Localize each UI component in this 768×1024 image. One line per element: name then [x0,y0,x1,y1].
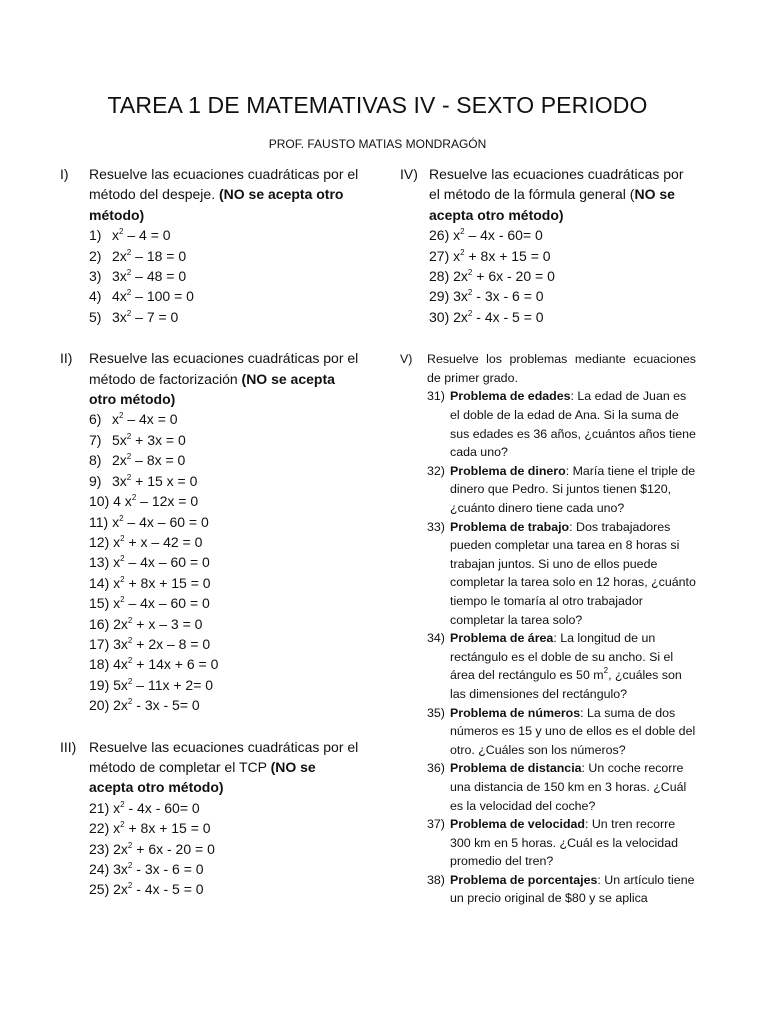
section-number: II) [60,350,73,367]
section-instructions: Resuelve las ecuaciones cuadráticas por el método de completar el TCP (NO se acepta otro método) [89,738,359,796]
equation-item: 3) $3x^2 - 48 = 0$ [89,268,187,285]
equation-item: 10) 4 $x^2 - 12x = 0$ [89,493,199,510]
problem-item: 33) Problema de trabajo: Dos trabajadores pueden completar una tarea en 8 horas si trabajan juntos. Si uno de ellos puede completar la tarea solo en 12 horas, ¿cuánto tiempo le tomaría al otro trabajador completar la tarea solo? [427,519,696,627]
section-number: III) [60,738,77,755]
problem-name: Problema de trabajo [450,519,570,534]
equation-item: 6) $x^2 - 4x = 0$ [89,411,178,428]
equation-item: 28) $2x^2 + 6x - 20 = 0$ [429,268,555,285]
equation-item: 18) $4x^2 + 14x + 6 = 0$ [89,656,219,673]
equation-item: 21) $x^2 - 4x - 60= 0$ [89,799,200,816]
equation-list [89,409,360,715]
problem-item: 38) Problema de porcentajes: Un artículo tiene un precio original de $80 y se aplica [427,872,695,906]
left-column [60,164,360,900]
problem-name: Problema de números [450,705,581,720]
problem-list [427,387,696,908]
equation-list [89,225,360,327]
equation-item: 24) $3x^2 - 3x - 6 = 0$ [89,861,204,877]
equation-item: 9) $3x^2 + 15$ x = 0 [89,472,198,489]
equation-item: 15) $x^2 - 4x - 60 = 0$ [89,595,210,612]
equation-item: 14) $x^2 + 8x + 15 = 0$ [89,574,211,591]
section-note: (NO se acepta otro método) [89,758,316,796]
equation-item: 5) $3x^2 - 7 = 0$ [89,308,179,325]
equation-item: 23) $2x^2 + 6x - 20 = 0$ [89,840,215,857]
section-note: NO se acepta otro método) [429,186,675,223]
equation-list [429,225,696,327]
equation-list [89,798,360,900]
section-number: I) [60,166,69,182]
section-instructions: Resuelve las ecuaciones cuadráticas por el método de la fórmula general (NO se acepta otro método) [429,166,684,223]
problem-name: Problema de edades [450,389,571,404]
problem-name: Problema de distancia [450,761,582,776]
author-line: PROF. FAUSTO MATIAS MONDRAGÓN [268,137,487,151]
problem-item: 37) Problema de velocidad: Un tren recorre 300 km en 5 horas. ¿Cuál es la velocidad promedio del tren? [427,817,678,869]
equation-item: 17) $3x^2 + 2x - 8 = 0$ [89,635,211,652]
section-instructions: Resuelve las ecuaciones cuadráticas por el método del despeje. (NO se acepta otro método) [89,166,359,223]
equation-item: 29) $3x^2 - 3x - 6 = 0$ [429,288,544,305]
problem-name: Problema de dinero [450,463,566,478]
problem-item: 32) Problema de dinero: María tiene el triple de dinero que Pedro. Si juntos tienen $120, ¿cuánto dinero tiene cada uno? [427,463,696,515]
equation-item: 8) $2x^2 - 8x = 0$ [89,452,186,469]
section-3 [60,737,360,900]
equation-item: 26) $x^2 - 4x - 60= 0$ [429,227,543,244]
equation-item: 12) $x^2 + x - 42 = 0$ [89,533,203,550]
equation-item: 2) $2x^2 - 18 = 0$ [89,247,187,264]
section-1 [60,164,360,327]
problem-name: Problema de porcentajes [450,872,598,887]
problem-item: 36) Problema de distancia: Un coche recorre una distancia de 150 km en 3 horas. ¿Cuál es la velocidad del coche? [427,761,687,813]
equation-item: 11) $x^2 - 4x - 60 = 0$ [89,513,209,530]
section-note: (NO se acepta otro método) [89,186,344,223]
problem-name: Problema de área [450,631,554,646]
equation-item: 20) $2x^2 - 3x - 5= 0$ [89,697,200,714]
section-instructions: Resuelve los problemas mediante ecuaciones de primer grado. [427,352,696,385]
document-title: TAREA 1 DE MATEMATIVAS IV - SEXTO PERIODO [107,92,648,118]
problem-item: 34) Problema de área: La longitud de un rectángulo es el doble de su ancho. Si el área del rectángulo es 50 $m^2$, ¿cuáles son las dimensiones del rectángulo? [427,631,682,701]
problem-name: Problema de velocidad [450,817,585,832]
equation-item: 27) $x^2 + 8x + 15 = 0$ [429,247,551,264]
equation-item: 25) $2x^2 - 4x - 5 = 0$ [89,881,204,898]
problem-item: 31) Problema de edades: La edad de Juan es el doble de la edad de Ana. Si la suma de sus edades es 36 años, ¿cuántos años tiene cada uno? [427,389,696,460]
section-instructions: Resuelve las ecuaciones cuadráticas por el método de factorización (NO se acepta otro método) [89,350,359,408]
equation-item: 4) $4x^2 - 100 = 0$ [89,288,194,305]
section-number: IV) [400,166,418,182]
section-5 [400,350,696,908]
section-number: V) [400,352,413,367]
equation-item: 13) $x^2 - 4x - 60 = 0$ [89,554,210,571]
right-column [400,164,696,908]
problem-item: 35) Problema de números: La suma de dos números es 15 y uno de ellos es el doble del otro. ¿Cuáles son los números? [427,705,696,757]
section-note: (NO se acepta otro método) [89,370,335,408]
equation-item: 22) $x^2 + 8x + 15 = 0$ [89,820,211,837]
section-4 [400,164,696,327]
equation-item: 7) $5x^2 + 3x = 0$ [89,431,186,448]
equation-item: 1) $x^2 - 4 = 0$ [89,227,171,244]
equation-item: 19) $5x^2 - 11x + 2= 0$ [89,676,214,693]
equation-item: 16) $2x^2 + x - 3 = 0$ [89,615,203,632]
section-2 [60,348,360,715]
equation-item: 30) $2x^2 - 4x - 5 = 0$ [429,308,544,325]
